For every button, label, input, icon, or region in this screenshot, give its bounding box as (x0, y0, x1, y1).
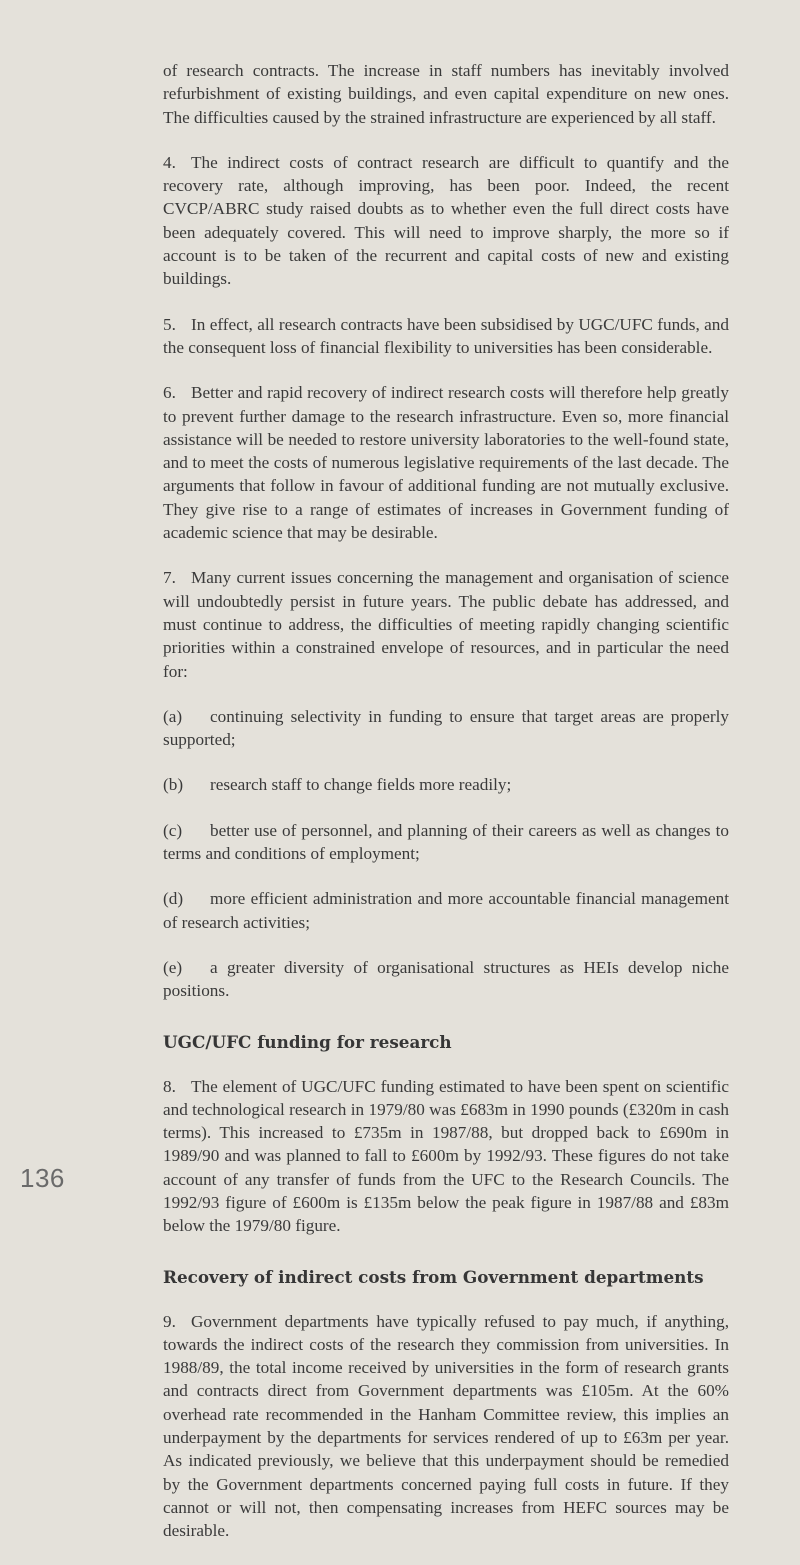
list-item-text: more efficient administration and more accountable financial management of research activities; (163, 889, 729, 932)
paragraph-number: 6. (163, 383, 176, 403)
paragraph-7 (163, 566, 729, 682)
paragraph-text: Government departments have typically refused to pay much, if anything, towards the indirect costs of the research they commission from universities. In 1988/89, the total income received by universities in the form of research grants and contracts direct from Government departments was £105m. At the 60% overhead rate recommended in the Hanham Committee review, this implies an underpayment by the departments for services rendered of up to £63m per year. As indicated previously, we believe that this underpayment should be remedied by the Government departments concerned paying full costs in future. If they cannot or will not, then compensating increases from HEFC sources may be desirable. (163, 1311, 729, 1541)
paragraph-text: The element of UGC/UFC funding estimated to have been spent on scientific and technological research in 1979/80 was £683m in 1990 pounds (£320m in cash terms). This increased to £735m in 1987/88, but dropped back to £690m in 1989/90 and was planned to fall to £600m by 1992/93. These figures do not take account of any transfer of funds from the UFC to the Research Councils. The 1992/93 figure of £600m is £135m below the peak figure in 1987/88 and £83m below the 1979/80 figure. (163, 1076, 729, 1236)
section-heading-ugc-ufc-funding: UGC/UFC funding for research (163, 1031, 452, 1052)
list-item-e (163, 956, 729, 1003)
document-body (163, 59, 729, 1565)
list-item-text: research staff to change fields more readily; (210, 775, 512, 795)
list-item-b (163, 773, 729, 796)
list-item-tag: (b) (163, 775, 184, 795)
list-item-text: continuing selectivity in funding to ensure that target areas are properly supported; (163, 706, 729, 750)
paragraph-5 (163, 313, 729, 360)
list-item-tag: (a) (163, 706, 183, 726)
list-item-text: a greater diversity of organisational structures as HEIs develop niche positions. (163, 957, 729, 1001)
paragraph-text: The indirect costs of contract research are difficult to quantify and the recovery rate, although improving, has been poor. Indeed, the recent CVCP/ABRC study raised doubts as to whether even the full direct costs have been adequately covered. This will need to improve sharply, the more so if account is to be taken of the recurrent and capital costs of new and existing buildings. (163, 152, 729, 289)
list-item-c (163, 819, 729, 866)
paragraph-number: 4. (163, 152, 176, 172)
paragraph-8 (163, 1075, 729, 1238)
paragraph-4 (163, 151, 729, 291)
list-item-tag: (e) (163, 957, 183, 977)
list-item-tag: (d) (163, 889, 184, 909)
section-heading-indirect-costs: Recovery of indirect costs from Government departments (163, 1266, 704, 1287)
list-item-text: better use of personnel, and planning of their careers as well as changes to terms and conditions of employment; (163, 820, 729, 864)
paragraph-number: 9. (163, 1311, 176, 1331)
paragraph-number: 8. (163, 1076, 176, 1096)
paragraph-continued: of research contracts. The increase in staff numbers has inevitably involved refurbishment of existing buildings, and even capital expenditure on new ones. The difficulties caused by the strained infrastructure are experienced by all staff. (163, 61, 729, 127)
paragraph-number: 5. (163, 314, 176, 334)
list-item-a (163, 705, 729, 752)
paragraph-text: In effect, all research contracts have been subsidised by UGC/UFC funds, and the consequent loss of financial flexibility to universities has been considerable. (163, 314, 729, 357)
paragraph-text: Better and rapid recovery of indirect research costs will therefore help greatly to prevent further damage to the research infrastructure. Even so, more financial assistance will be needed to restore university laboratories to the well-found state, and to meet the costs of numerous legislative requirements of the last decade. The arguments that follow in favour of additional funding are not mutually exclusive. They give rise to a range of estimates of increases in Government funding of academic science that may be desirable. (163, 383, 729, 543)
list-item-tag: (c) (163, 820, 183, 840)
paragraph-6 (163, 381, 729, 544)
paragraph-9 (163, 1310, 729, 1543)
page-number: 136 (20, 1163, 65, 1193)
list-item-d (163, 887, 729, 934)
paragraph-text: Many current issues concerning the management and organisation of science will undoubtedly persist in future years. The public debate has addressed, and must continue to address, the difficulties of meeting rapidly changing scientific priorities within a constrained envelope of resources, and in particular the need for: (163, 568, 729, 681)
paragraph-number: 7. (163, 568, 176, 588)
